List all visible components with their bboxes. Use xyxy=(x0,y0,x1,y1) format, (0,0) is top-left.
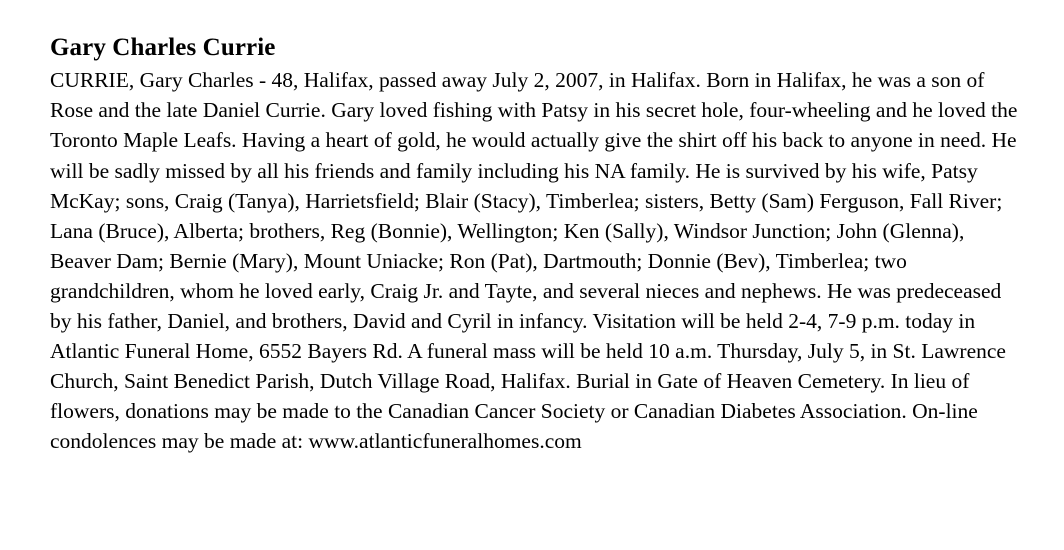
deceased-name-heading: Gary Charles Currie xyxy=(50,34,276,61)
obituary-body-text: CURRIE, Gary Charles - 48, Halifax, passed away July 2, 2007, in Halifax. Born in Halifax, he was a son of Rose and the late Daniel Currie. Gary loved fishing with Patsy in his secret hole, four-wheeling and he loved the Toronto Maple Leafs. Having a heart of gold, he would actually give the shirt off his back to anyone in need. He will be sadly missed by all his friends and family including his NA family. He is survived by his wife, Patsy McKay; sons, Craig (Tanya), Harrietsfield; Blair (Stacy), Timberlea; sisters, Betty (Sam) Ferguson, Fall River; Lana (Bruce), Alberta; brothers, Reg (Bonnie), Wellington; Ken (Sally), Windsor Junction; John (Glenna), Beaver Dam; Bernie (Mary), Mount Uniacke; Ron (Pat), Dartmouth; Donnie (Bev), Timberlea; two grandchildren, whom he loved early, Craig Jr. and Tayte, and several nieces and nephews. He was predeceased by his father, Daniel, and brothers, David and Cyril in infancy. Visitation will be held 2-4, 7-9 p.m. today in Atlantic Funeral Home, 6552 Bayers Rd. A funeral mass will be held 10 a.m. Thursday, July 5, in St. Lawrence Church, Saint Benedict Parish, Dutch Village Road, Halifax. Burial in Gate of Heaven Cemetery. In lieu of flowers, donations may be made to the Canadian Cancer Society or Canadian Diabetes Association. On-line condolences may be made at: www.atlanticfuneralhomes.com xyxy=(50,68,1018,454)
obituary-notice xyxy=(50,32,1022,456)
